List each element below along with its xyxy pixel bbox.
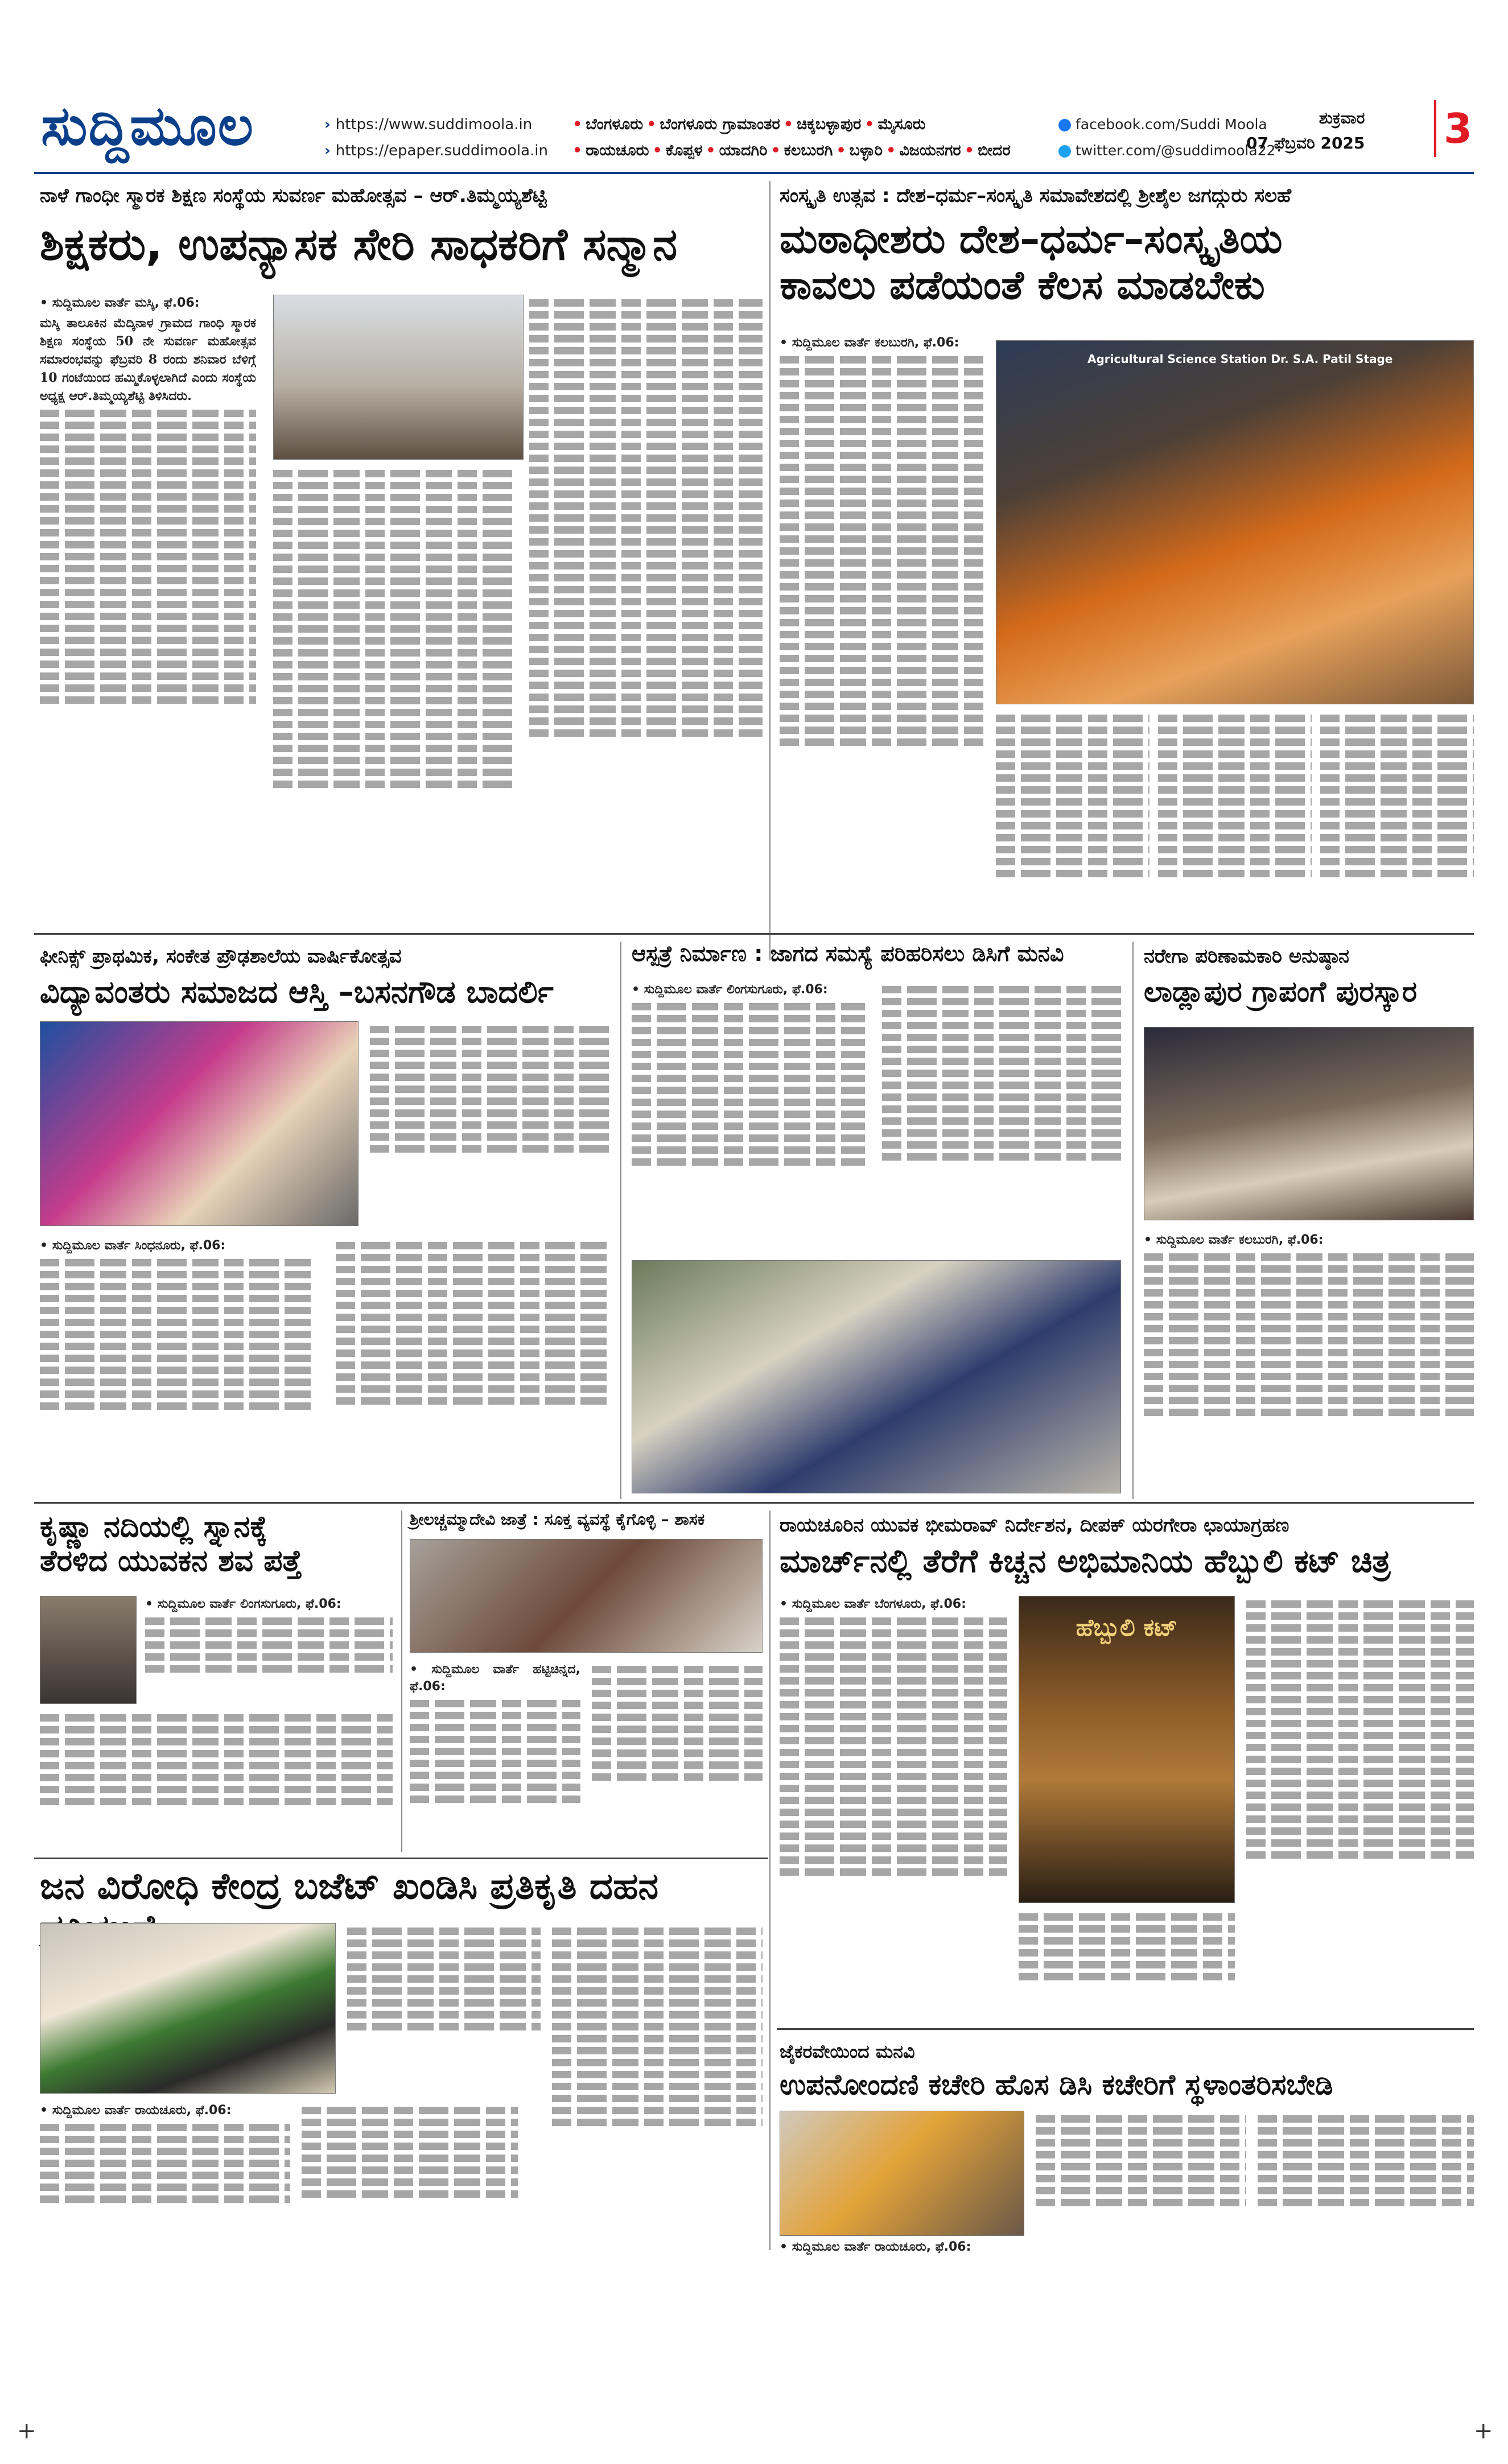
facebook-icon bbox=[1058, 119, 1071, 131]
article-column bbox=[592, 1661, 763, 1849]
article-column bbox=[40, 1710, 393, 1846]
byline: • ಸುದ್ದಿಮೂಲ ವಾರ್ತೆ ಹಟ್ಟಿಚಿನ್ನದ, ಫೆ.06: bbox=[410, 1662, 580, 1694]
article-headline: ವಿದ್ಯಾವಂತರು ಸಮಾಜದ ಆಸ್ತಿ –ಬಸನಗೌಡ ಬಾದರ್ಲಿ bbox=[40, 974, 554, 1010]
masthead bbox=[0, 0, 1508, 171]
article-headline: ಶಿಕ್ಷಕರು, ಉಪನ್ಯಾಸಕ ಸೇರಿ ಸಾಧಕರಿಗೆ ಸನ್ಮಾನ bbox=[40, 219, 678, 270]
epaper-link[interactable]: › https://epaper.suddimoola.in bbox=[324, 138, 548, 164]
byline: • ಸುದ್ದಿಮೂಲ ವಾರ್ತೆ ರಾಯಚೂರು, ಫೆ.06: bbox=[40, 2103, 232, 2118]
section-divider bbox=[34, 1858, 768, 1859]
facebook-link[interactable]: facebook.com/Suddi Moola bbox=[1076, 116, 1267, 133]
article-protest bbox=[40, 1866, 763, 2253]
article-headline: ಉಪನೋಂದಣಿ ಕಚೇರಿ ಹೊಸ ಡಿಸಿ ಕಚೇರಿಗೆ ಸ್ಥಳಾಂತರಿಸಬೇಡಿ bbox=[780, 2068, 1333, 2101]
article-school bbox=[40, 942, 609, 1499]
city: ಚಿಕ್ಕಬಳ್ಳಾಪುರ bbox=[797, 115, 862, 133]
article-photo bbox=[410, 1539, 763, 1653]
article-kicker: ನಾಳೆ ಗಾಂಧೀ ಸ್ಮಾರಕ ಶಿಕ್ಷಣ ಸಂಸ್ಥೆಯ ಸುವರ್ಣ ಮಹೋತ್ಸವ – ಆರ್.ತಿಮ್ಮಯ್ಯಶೆಟ್ಟಿ bbox=[40, 184, 547, 207]
column-divider bbox=[769, 181, 771, 960]
city: ಬಳ್ಳಾರಿ bbox=[849, 142, 883, 159]
article-column bbox=[1258, 2111, 1474, 2259]
article-headline: ಲಾಡ್ಲಾಪುರ ಗ್ರಾಪಂಗೆ ಪುರಸ್ಕಾರ bbox=[1144, 975, 1418, 1008]
article-kicker: ರಾಯಚೂರಿನ ಯುವಕ ಭೀಮರಾವ್ ನಿರ್ದೇಶನ, ದೀಪಕ್ ಯರಗೇರಾ ಛಾಯಾಗ್ರಹಣ bbox=[780, 1514, 1289, 1537]
article-photo bbox=[1144, 1027, 1474, 1220]
byline: • ಸುದ್ದಿಮೂಲ ವಾರ್ತೆ ಕಲಬುರಗಿ, ಫೆ.06: bbox=[780, 336, 959, 350]
city: ಮೈಸೂರು bbox=[877, 115, 926, 133]
article-lead: ಮಸ್ಕಿ ತಾಲೂಕಿನ ಮೆದ್ಕಿನಾಳ ಗ್ರಾಮದ ಗಾಂಧಿ ಸ್ಮಾರಕ ಶಿಕ್ಷಣ ಸಂಸ್ಥೆಯ 50 ನೇ ಸುವರ್ಣ ಮಹೋತ್ಸವ ಸಮಾರಂಭವನ್ನು ಫೆಬ್ರವರಿ 8 ರಂದು ಶನಿವಾರ ಬೆಳಿಗ್ಗೆ 10 ಗಂಟೆಯಿಂದ ಹಮ್ಮಿಕೊಳ್ಳಲಾಗಿದೆ ಎಂದು ಸಂಸ್ಥೆಯ ಅಧ್ಯಕ್ಷ ಆರ್.ತಿಮ್ಮಯ್ಯಶೆಟ್ಟಿ ತಿಳಿಸಿದರು. bbox=[40, 316, 256, 403]
weekday: ಶುಕ್ರವಾರ bbox=[1319, 109, 1365, 127]
byline: • ಸುದ್ದಿಮೂಲ ವಾರ್ತೆ ಮಸ್ಕಿ, ಫೆ.06: bbox=[40, 296, 200, 310]
movie-poster bbox=[1019, 1596, 1235, 1903]
article-headline: ಮಠಾಧೀಶರು ದೇಶ–ಧರ್ಮ–ಸಂಸ್ಕೃತಿಯ bbox=[780, 216, 1283, 262]
column-divider bbox=[401, 1510, 402, 1852]
registration-mark: + bbox=[1474, 2418, 1493, 2444]
article-seers bbox=[780, 181, 1474, 960]
article-headline: ಜನ ವಿರೋಧಿ ಕೇಂದ್ರ ಬಜೆಟ್ ಖಂಡಿಸಿ ಪ್ರತಿಕೃತಿ ದಹನ bbox=[40, 1865, 659, 1908]
newspaper-logo: ಸುದ್ದಿಮೂಲ bbox=[41, 94, 255, 158]
page-number: 3 bbox=[1434, 100, 1480, 157]
article-column bbox=[552, 1923, 763, 2250]
article-column bbox=[1320, 710, 1474, 955]
article-drowning bbox=[40, 1510, 393, 1852]
article-photo bbox=[40, 1021, 359, 1226]
byline: • ಸುದ್ದಿಮೂಲ ವಾರ್ತೆ ಬೆಂಗಳೂರು, ಫೆ.06: bbox=[780, 1597, 966, 1611]
article-photo bbox=[996, 340, 1474, 704]
city: ವಿಜಯನಗರ bbox=[899, 142, 961, 159]
header-rule bbox=[34, 172, 1474, 174]
article-column bbox=[780, 2239, 1024, 2259]
article-kicker: ಜೈಕರವೇಯಿಂದ ಮನವಿ bbox=[780, 2041, 915, 2062]
byline: • ಸುದ್ದಿಮೂಲ ವಾರ್ತೆ ಸಿಂಧನೂರು, ಫೆ.06: bbox=[40, 1239, 226, 1253]
byline: • ಸುದ್ದಿಮೂಲ ವಾರ್ತೆ ಲಿಂಗಸುಗೂರು, ಫೆ.06: bbox=[632, 983, 828, 997]
article-kicker: ಫೀನಿಕ್ಸ್ ಪ್ರಾಥಮಿಕ, ಸಂಕೇತ ಪ್ರೌಢಶಾಲೆಯ ವಾರ್ಷಿಕೋತ್ಸವ bbox=[40, 945, 402, 968]
article-column bbox=[882, 981, 1121, 1249]
city: ಬೀದರ bbox=[977, 142, 1011, 159]
section-divider bbox=[777, 2028, 1474, 2030]
city: ಕೊಪ್ಪಳ bbox=[665, 142, 703, 159]
article-kicker: ನರೇಗಾ ಪರಿಣಾಮಕಾರಿ ಅನುಷ್ಠಾನ bbox=[1144, 945, 1349, 968]
article-headline: ಆಸ್ಪತ್ರೆ ನಿರ್ಮಾಣ : ಜಾಗದ ಸಮಸ್ಯೆ ಪರಿಹರಿಸಲು ಡಿಸಿಗೆ ಮನವಿ bbox=[632, 941, 1064, 966]
article-felicitation bbox=[40, 181, 763, 960]
article-film bbox=[780, 1510, 1474, 2023]
poster-title: ಹೆಬ್ಬುಲಿ ಕಟ್ bbox=[1076, 1613, 1178, 1641]
city: ಬೆಂಗಳೂರು bbox=[586, 115, 644, 133]
article-headline: ಶ್ರೀಲಚ್ಚಮ್ಮಾದೇವಿ ಜಾತ್ರೆ : ಸೂಕ್ತ ವ್ಯವಸ್ಥೆ ಕೈಗೊಳ್ಳಿ – ಶಾಸಕ bbox=[410, 1510, 705, 1529]
article-photo bbox=[40, 1923, 336, 2094]
byline: • ಸುದ್ದಿಮೂಲ ವಾರ್ತೆ ಕಲಬುರಗಿ, ಫೆ.06: bbox=[1144, 1233, 1324, 1247]
article-headline-line2: ಕಾವಲು ಪಡೆಯಂತೆ ಕೆಲಸ ಮಾಡಬೇಕು bbox=[780, 261, 1265, 308]
twitter-link[interactable]: twitter.com/@suddimoola22 bbox=[1076, 142, 1276, 159]
photo-banner-text: Agricultural Science Station Dr. S.A. Patil Stage bbox=[1087, 352, 1393, 366]
article-headline-line2: ತೆರಳಿದ ಯುವಕನ ಶವ ಪತ್ತೆ bbox=[40, 1543, 302, 1578]
website-link[interactable]: › https://www.suddimoola.in bbox=[324, 112, 548, 138]
article-photo bbox=[780, 2111, 1024, 2236]
article-registry bbox=[780, 2037, 1474, 2259]
article-column bbox=[1036, 2111, 1246, 2259]
article-column bbox=[1158, 710, 1312, 955]
article-photo bbox=[632, 1260, 1121, 1493]
column-divider bbox=[620, 942, 621, 1499]
twitter-icon bbox=[1058, 145, 1071, 158]
web-links bbox=[324, 112, 548, 164]
issue-date bbox=[1246, 106, 1365, 156]
victim-photo bbox=[40, 1596, 137, 1704]
city: ಬೆಂಗಳೂರು ಗ್ರಾಮಾಂತರ bbox=[660, 115, 780, 133]
article-column bbox=[632, 981, 865, 1249]
body-text bbox=[40, 410, 256, 704]
byline: • ಸುದ್ದಿಮೂಲ ವಾರ್ತೆ ಲಿಂಗಸುಗೂರು, ಫೆ.06: bbox=[145, 1597, 341, 1611]
article-column bbox=[780, 1596, 1007, 2017]
article-kicker: ಸಂಸ್ಕೃತಿ ಉತ್ಸವ : ದೇಶ–ಧರ್ಮ–ಸಂಸ್ಕೃತಿ ಸಮಾವೇಶದಲ್ಲಿ ಶ್ರೀಶೈಲ ಜಗದ್ಗುರು ಸಲಹೆ bbox=[780, 184, 1292, 207]
section-divider bbox=[34, 933, 1474, 935]
article-column bbox=[780, 335, 984, 955]
article-photo bbox=[273, 295, 524, 460]
social-links bbox=[1058, 112, 1276, 164]
section-divider bbox=[34, 1502, 1474, 1504]
article-column bbox=[370, 1021, 609, 1226]
byline: • ಸುದ್ದಿಮೂಲ ವಾರ್ತೆ ರಾಯಚೂರು, ಫೆ.06: bbox=[780, 2240, 971, 2254]
article-column bbox=[302, 2102, 518, 2250]
registration-mark: + bbox=[17, 2418, 36, 2444]
article-fair bbox=[410, 1510, 763, 1852]
column-divider bbox=[1132, 942, 1134, 1499]
article-column bbox=[410, 1661, 580, 1849]
article-column bbox=[40, 295, 256, 955]
date: 07 ಫೆಬ್ರವರಿ 2025 bbox=[1246, 134, 1365, 152]
article-column bbox=[1019, 1909, 1235, 2017]
article-column bbox=[145, 1596, 393, 1704]
article-headline: ಮಾರ್ಚ್‌ನಲ್ಲಿ ತೆರೆಗೆ ಕಿಚ್ಚನ ಅಭಿಮಾನಿಯ ಹೆಬ್ಬುಲಿ ಕಟ್ ಚಿತ್ರ bbox=[780, 1543, 1391, 1580]
article-column bbox=[1246, 1596, 1474, 2017]
city-editions: • ಬೆಂಗಳೂರು • ಬೆಂಗಳೂರು ಗ್ರಾಮಾಂತರ • ಚಿಕ್ಕಬಳ್ಳಾಪುರ • ಮೈಸೂರು • ರಾಯಚೂರು • ಕೊಪ್ಪಳ • ಯಾದಗಿರಿ • ಕಲಬುರಗಿ • ಬಳ್ಳಾರಿ • ವಿಜಯನಗರ • ಬೀದರ bbox=[572, 115, 1011, 159]
city: ಯಾದಗಿರಿ bbox=[719, 142, 768, 159]
article-column bbox=[996, 710, 1149, 955]
article-award bbox=[1144, 942, 1474, 1499]
article-column bbox=[347, 1923, 541, 2094]
article-column bbox=[1144, 1232, 1474, 1493]
article-column bbox=[336, 1237, 609, 1493]
article-column bbox=[529, 295, 763, 955]
column-divider bbox=[769, 1510, 771, 2250]
article-column bbox=[40, 1237, 313, 1493]
article-hospital bbox=[632, 942, 1121, 1499]
article-column bbox=[40, 2102, 290, 2250]
city: ಕಲಬುರಗಿ bbox=[784, 142, 833, 159]
city: ರಾಯಚೂರು bbox=[586, 142, 649, 159]
article-column bbox=[273, 465, 512, 955]
article-headline: ಕೃಷ್ಣಾ ನದಿಯಲ್ಲಿ ಸ್ನಾನಕ್ಕೆ bbox=[40, 1510, 267, 1544]
